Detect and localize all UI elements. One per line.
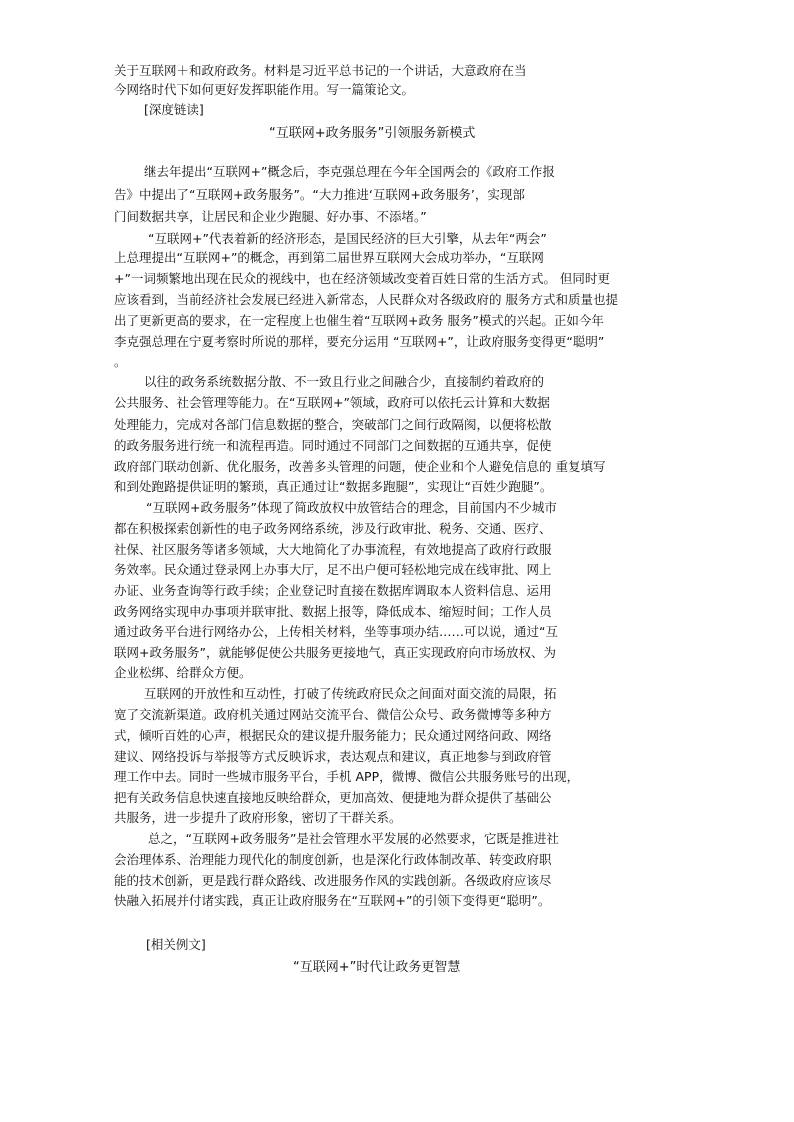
paragraph-line: 能的技术创新，更是践行群众路线、改进服务作风的实践创新。各级政府应该尽 [114,873,552,888]
article-title: “互联网+政务服务”引领服务新模式 [269,126,476,141]
paragraph-line: “互联网+政务服务”体现了简政放权中放管结合的理念，目前国内不少城市 [146,500,557,515]
paragraph-line: 处理能力，完成对各部门信息数据的整合，突破部门之间行政隔阂，以便将松散 [114,417,552,432]
paragraph-line: 式，倾听百姓的心声，根据民众的建议提升服务能力；民众通过网络问政、网络 [114,728,552,743]
paragraph-line: 门间数据共享，让居民和企业少跑腿、好办事、不添堵。” [114,209,427,224]
paragraph-line: “互联网+”代表着新的经济形态，是国民经济的巨大引擎，从去年“两会” [148,231,547,246]
paragraph-line: 办证、业务查询等行政手续；企业登记时直接在数据库调取本人资料信息、运用 [114,583,552,598]
paragraph-line: 政府部门联动创新、优化服务，改善多头管理的问题，使企业和个人避免信息的 重复填写 [114,459,606,474]
paragraph-line: 李克强总理在宁夏考察时所说的那样，要充分运用 “互联网+”，让政府服务变得更“聪明” [114,334,605,349]
paragraph-line: 共服务，进一步提升了政府形象，密切了干群关系。 [114,810,402,825]
intro-line: 今网络时代下如何更好发挥职能作用。写一篇策论文。 [114,82,415,97]
example-title: “互联网+”时代让政务更智慧 [293,960,461,975]
paragraph-line: 总之，“互联网+政务服务”是社会管理水平发展的必然要求，它既是推进社 [148,831,559,846]
paragraph-line: 理工作中去。同时一些城市服务平台，手机 APP，微博、微信公共服务账号的出现， [114,769,580,784]
paragraph-line: 务效率。民众通过登录网上办事大厅，足不出户便可轻松地完成在线审批、网上 [114,562,552,577]
section-label: [深度链读] [144,102,204,117]
paragraph-line: 告》中提出了“互联网+政务服务”。“大力推进‘互联网+政务服务’，实现部 [114,187,525,202]
paragraph-line: 宽了交流新渠道。政府机关通过网站交流平台、微信公众号、政务微博等多种方 [114,707,552,722]
paragraph-line: 以往的政务系统数据分散、不一致且行业之间融合少，直接制约着政府的 [144,374,545,389]
paragraph-line: 联网+政务服务”，就能够促使公共服务更接地气，真正实现政府向市场放权、为 [114,645,556,660]
paragraph-line: 通过政务平台进行网络办公，上传相关材料，坐等事项办结……可以说，通过“互 [114,624,558,639]
paragraph-line: +”一词频繁地出现在民众的视线中，也在经济领域改变着百姓日常的生活方式。 但同时更 [114,271,610,286]
paragraph-line: 上总理提出“互联网+”的概念，再到第二届世界互联网大会成功举办，“互联网 [114,250,544,265]
paragraph-line: 应该看到，当前经济社会发展已经进入新常态，人民群众对各级政府的 服务方式和质量也提 [114,292,618,307]
paragraph-line: 政务网络实现申办事项并联审批、数据上报等，降低成本、缩短时间；工作人员 [114,604,552,619]
paragraph-line: 社保、社区服务等诸多领域，大大地简化了办事流程，有效地提高了政府行政服 [114,542,552,557]
paragraph-line: 的政务服务进行统一和流程再造。同时通过不同部门之间数据的互通共享，促使 [114,438,552,453]
paragraph-line: 。 [114,354,127,369]
paragraph-line: 和到处跑路提供证明的繁琐，真正通过让“数据多跑腿”，实现让“百姓少跑腿”。 [114,479,553,494]
paragraph-line: 继去年提出“互联网+”概念后，李克强总理在今年全国两会的《政府工作报 [144,164,555,179]
paragraph-line: 快融入拓展并付诸实践，真正让政府服务在“互联网+”的引领下变得更“聪明”。 [114,893,551,908]
paragraph-line: 会治理体系、治理能力现代化的制度创新，也是深化行政体制改革、转变政府职 [114,852,552,867]
paragraph-line: 把有关政务信息快速直接地反映给群众，更加高效、便捷地为群众提供了基础公 [114,790,552,805]
section-label: [相关例文] [146,937,206,952]
paragraph-line: 公共服务、社会管理等能力。在“互联网+”领域，政府可以依托云计算和大数据 [114,395,550,410]
paragraph-line: 建议、网络投诉与举报等方式反映诉求，表达观点和建议，真正地参与到政府管 [114,749,552,764]
paragraph-line: 企业松绑、给群众方便。 [114,665,252,680]
paragraph-line: 互联网的开放性和互动性，打破了传统政府民众之间面对面交流的局限，拓 [144,686,557,701]
intro-line: 关于互联网＋和政府政务。材料是习近平总书记的一个讲话，大意政府在当 [114,63,527,78]
paragraph-line: 都在积极探索创新性的电子政务网络系统，涉及行政审批、税务、交通、医疗、 [114,521,552,536]
paragraph-line: 出了更新更高的要求，在一定程度上也催生着“互联网+政务 服务”模式的兴起。正如今年 [114,313,604,328]
